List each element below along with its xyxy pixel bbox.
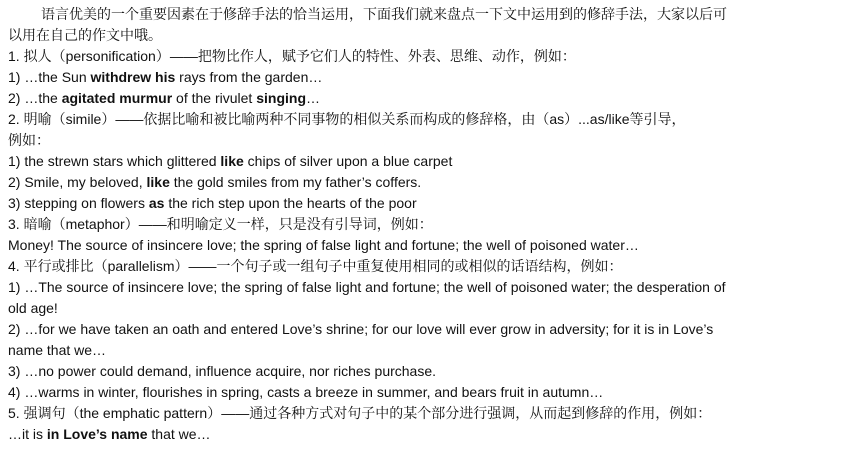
parallelism-example-3: 3) …no power could demand, influence acquire, nor riches purchase. [8,363,437,379]
simile-heading: 2. 明喻（simile）——依据比喻和被比喻两种不同事物的相似关系而构成的修辞格，由（as）...as/like等引导， [8,111,686,127]
simile-example-3: 3) stepping on flowers as the rich step upon the hearts of the poor [8,195,417,211]
intro-line-2: 以用在自己的作文中哦。 [8,27,162,43]
emphatic-heading: 5. 强调句（the emphatic pattern）——通过各种方式对句子中的某个部分进行强调，从而起到修辞的作用，例如： [8,405,712,421]
parallelism-example-4: 4) …warms in winter, flourishes in spring, casts a breeze in summer, and bears fruit in autumn… [8,384,604,400]
simile-example-2: 2) Smile, my beloved, like the gold smiles from my father’s coffers. [8,174,422,190]
emphatic-example: …it is in Love’s name that we… [8,426,211,442]
parallelism-heading: 4. 平行或排比（parallelism）——一个句子或一组句子中重复使用相同的或相似的话语结构，例如： [8,258,623,274]
metaphor-example: Money! The source of insincere love; the spring of false light and fortune; the well of poisoned water… [8,237,639,253]
personification-heading: 1. 拟人（personification）——把物比作人，赋予它们人的特性、外表、思维、动作，例如： [8,48,576,64]
personification-example-1: 1) …the Sun withdrew his rays from the garden… [8,69,323,85]
metaphor-heading: 3. 暗喻（metaphor）——和明喻定义一样，只是没有引导词，例如： [8,216,433,232]
parallelism-example-2-continued: name that we… [8,342,107,358]
parallelism-example-1-continued: old age! [8,300,58,316]
parallelism-example-2: 2) …for we have taken an oath and entered Love’s shrine; for our love will ever grow in adversity; for it is in Love’s [8,321,714,337]
simile-heading-continued: 例如： [8,132,50,148]
intro-line-1: 语言优美的一个重要因素在于修辞手法的恰当运用，下面我们就来盘点一下文中运用到的修辞手法，大家以后可 [41,6,727,22]
personification-example-2: 2) …the agitated murmur of the rivulet singing… [8,90,320,106]
parallelism-example-1: 1) …The source of insincere love; the spring of false light and fortune; the well of poisoned water; the desperation of [8,279,726,295]
simile-example-1: 1) the strewn stars which glittered like chips of silver upon a blue carpet [8,153,453,169]
